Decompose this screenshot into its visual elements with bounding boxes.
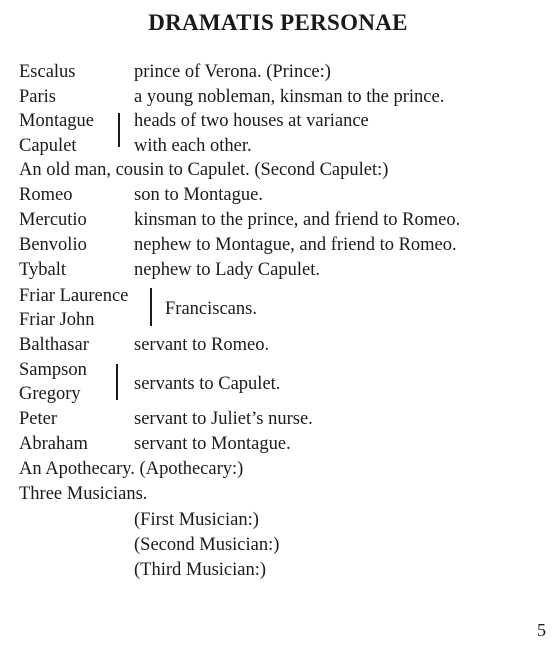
character-name-capulet: Capulet bbox=[19, 136, 77, 156]
character-name-gregory: Gregory bbox=[19, 384, 81, 404]
character-name-peter: Peter bbox=[19, 409, 58, 429]
character-line-old-man: An old man, cousin to Capulet. (Second Capulet:) bbox=[19, 160, 389, 180]
character-line-apothecary: An Apothecary. (Apothecary:) bbox=[19, 459, 244, 479]
character-name-benvolio: Benvolio bbox=[19, 235, 87, 255]
musician-role-third: (Third Musician:) bbox=[134, 560, 267, 580]
character-description-servants: servants to Capulet. bbox=[134, 374, 281, 394]
bracket-line bbox=[118, 113, 120, 147]
character-name-romeo: Romeo bbox=[19, 185, 73, 205]
character-description-tybalt: nephew to Lady Capulet. bbox=[134, 260, 320, 280]
bracket-line bbox=[116, 364, 118, 400]
character-name-sampson: Sampson bbox=[19, 360, 87, 380]
character-description-montague: heads of two houses at variance bbox=[134, 111, 369, 131]
character-description-mercutio: kinsman to the prince, and friend to Romeo. bbox=[134, 210, 461, 230]
character-name-tybalt: Tybalt bbox=[19, 260, 66, 280]
character-description-abraham: servant to Montague. bbox=[134, 434, 291, 454]
page-title: DRAMATIS PERSONAE bbox=[148, 10, 408, 35]
character-description-peter: servant to Juliet’s nurse. bbox=[134, 409, 313, 429]
character-name-paris: Paris bbox=[19, 87, 56, 107]
musician-role-first: (First Musician:) bbox=[134, 510, 259, 530]
character-description-capulet: with each other. bbox=[134, 136, 252, 156]
character-description-romeo: son to Montague. bbox=[134, 185, 263, 205]
character-description-friars: Franciscans. bbox=[165, 299, 257, 319]
character-description-balthasar: servant to Romeo. bbox=[134, 335, 270, 355]
page-number: 5 bbox=[537, 620, 546, 640]
character-name-balthasar: Balthasar bbox=[19, 335, 89, 355]
character-name-friar-laurence: Friar Laurence bbox=[19, 286, 129, 306]
musician-role-second: (Second Musician:) bbox=[134, 535, 280, 555]
character-name-escalus: Escalus bbox=[19, 62, 76, 82]
bracket-line bbox=[150, 288, 152, 326]
character-name-friar-john: Friar John bbox=[19, 310, 95, 330]
character-line-musicians: Three Musicians. bbox=[19, 484, 148, 504]
character-description-escalus: prince of Verona. (Prince:) bbox=[134, 62, 331, 82]
character-description-benvolio: nephew to Montague, and friend to Romeo. bbox=[134, 235, 457, 255]
character-name-abraham: Abraham bbox=[19, 434, 88, 454]
character-name-mercutio: Mercutio bbox=[19, 210, 87, 230]
character-description-paris: a young nobleman, kinsman to the prince. bbox=[134, 87, 445, 107]
character-name-montague: Montague bbox=[19, 111, 95, 131]
